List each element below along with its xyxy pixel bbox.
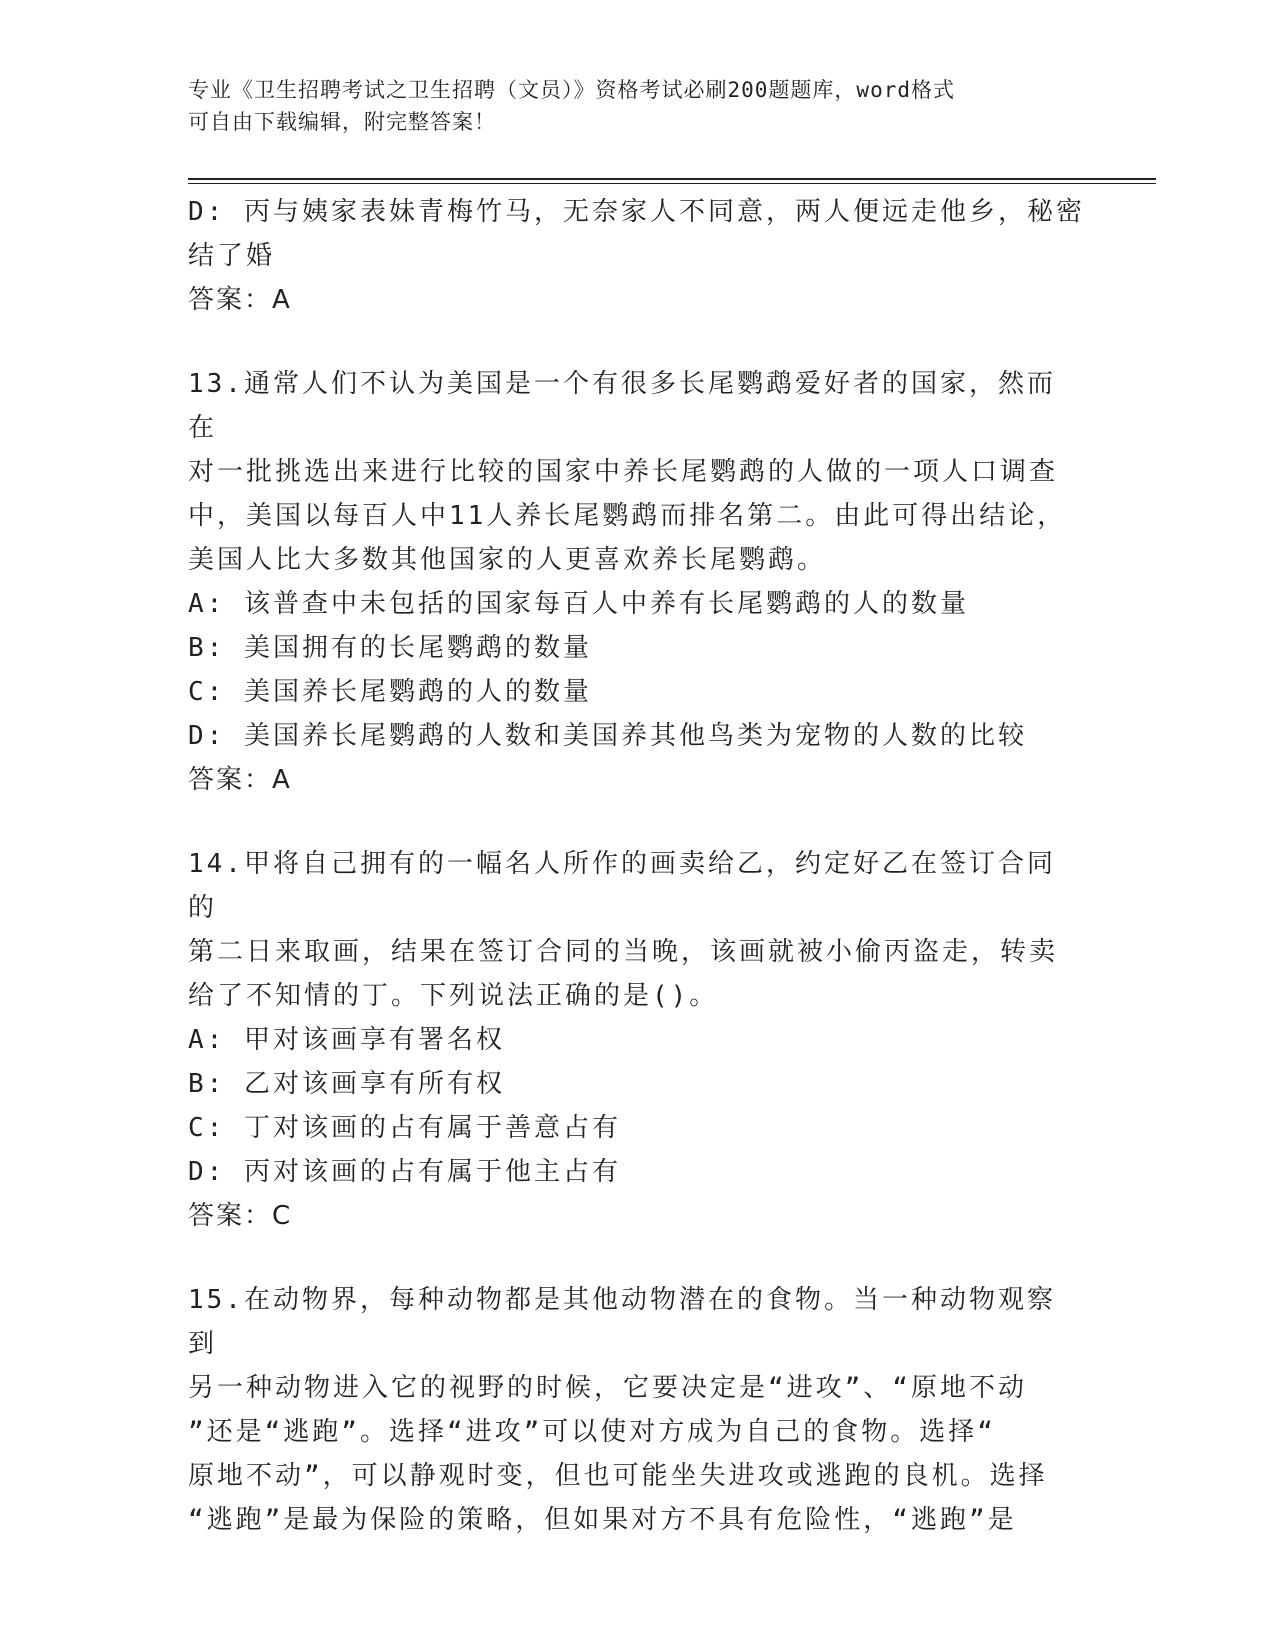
stem-line: 第二日来取画，结果在签订合同的当晚，该画就被小偷丙盗走，转卖 xyxy=(188,937,1059,967)
document-body xyxy=(188,190,1088,1542)
answer-line: 答案：A xyxy=(188,285,292,315)
spacer xyxy=(188,322,1088,362)
stem-line: “逃跑”是最为保险的策略，但如果对方不具有危险性，“逃跑”是 xyxy=(188,1505,1017,1535)
question-14 xyxy=(188,842,1088,1238)
answer-line: 答案：A xyxy=(188,765,292,795)
option-c: C: 美国养长尾鹦鹉的人的数量 xyxy=(188,677,592,707)
option-c: C: 丁对该画的占有属于善意占有 xyxy=(188,1113,621,1143)
stem-line: 另一种动物进入它的视野的时候，它要决定是“进攻”、“原地不动 xyxy=(188,1373,1027,1403)
stem-line: 给了不知情的丁。下列说法正确的是()。 xyxy=(188,981,719,1011)
question-stem xyxy=(188,842,1068,1018)
stem-line: ”还是“逃跑”。选择“进攻”可以使对方成为自己的食物。选择“ xyxy=(188,1417,996,1447)
question-stem xyxy=(188,362,1068,582)
header-divider-thin xyxy=(188,183,1156,184)
option-d-line-2: 结了婚 xyxy=(188,241,276,271)
spacer xyxy=(188,1238,1088,1278)
header-divider-thick xyxy=(188,178,1156,180)
stem-line: 原地不动”，可以静观时变，但也可能坐失进攻或逃跑的良机。选择 xyxy=(188,1461,1048,1491)
stem-line: 美国人比大多数其他国家的人更喜欢养长尾鹦鹉。 xyxy=(188,545,827,575)
option-d: D: 丙对该画的占有属于他主占有 xyxy=(188,1157,621,1187)
option-b: B: 乙对该画享有所有权 xyxy=(188,1069,505,1099)
stem-line: 对一批挑选出来进行比较的国家中养长尾鹦鹉的人做的一项人口调查 xyxy=(188,457,1059,487)
answer-line: 答案：C xyxy=(188,1201,293,1231)
spacer xyxy=(188,802,1088,842)
stem-line: 14.甲将自己拥有的一幅名人所作的画卖给乙，约定好乙在签订合同的 xyxy=(188,849,1056,923)
question-15 xyxy=(188,1278,1088,1542)
option-b: B: 美国拥有的长尾鹦鹉的数量 xyxy=(188,633,592,663)
option-d: D: 美国养长尾鹦鹉的人数和美国养其他鸟类为宠物的人数的比较 xyxy=(188,721,1027,751)
question-13 xyxy=(188,362,1088,802)
continued-question xyxy=(188,190,1088,322)
document-header xyxy=(188,74,1068,138)
option-a: A: 甲对该画享有署名权 xyxy=(188,1025,505,1055)
option-d-line-1: D: 丙与姨家表妹青梅竹马，无奈家人不同意，两人便远走他乡，秘密 xyxy=(188,197,1085,227)
stem-line: 15.在动物界，每种动物都是其他动物潜在的食物。当一种动物观察到 xyxy=(188,1285,1056,1359)
header-title-line-1: 专业《卫生招聘考试之卫生招聘（文员）》资格考试必刷200题题库，word格式 xyxy=(188,78,955,102)
header-title-line-2: 可自由下载编辑，附完整答案！ xyxy=(188,110,496,134)
stem-line: 13.通常人们不认为美国是一个有很多长尾鹦鹉爱好者的国家，然而在 xyxy=(188,369,1056,443)
option-a: A: 该普查中未包括的国家每百人中养有长尾鹦鹉的人的数量 xyxy=(188,589,969,619)
stem-line: 中，美国以每百人中11人养长尾鹦鹉而排名第二。由此可得出结论， xyxy=(188,501,1067,531)
question-stem xyxy=(188,1278,1068,1542)
